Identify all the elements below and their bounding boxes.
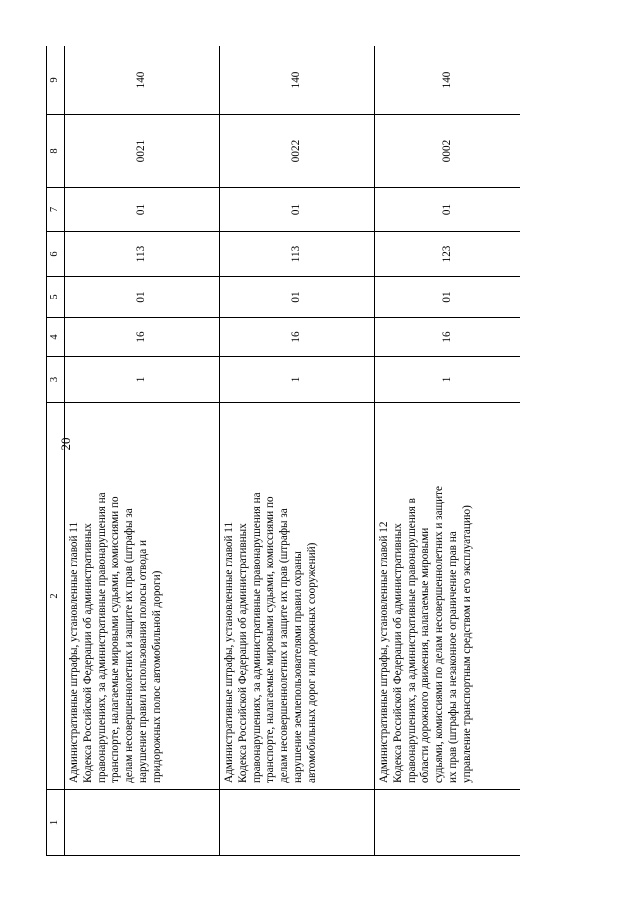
code-cell-col5: 01 [220, 277, 375, 318]
description-line: придорожных полос автомобильной дороги) [150, 570, 163, 783]
description-line: Административные штрафы, установленные главой 12 [378, 521, 390, 783]
code-cell-col8: 0021 [65, 115, 220, 188]
column-number: 9 [47, 46, 65, 115]
description-line: транспорте, налагаемые мировыми судьями, комиссиями по [109, 496, 122, 783]
column-number: 4 [47, 318, 65, 357]
description-line: Кодекса Российской Федерации об административных [81, 523, 94, 783]
description-cell [375, 403, 521, 790]
description-line: Кодекса Российской Федерации об административных [391, 523, 404, 783]
description-line: нарушение землепользователями правил охраны [291, 551, 304, 783]
code-cell-col9: 140 [220, 46, 375, 115]
description-line: правонарушениях, за административные правонарушения в [405, 498, 418, 783]
row-number-cell [375, 790, 521, 856]
description-line: делам несовершеннолетних и защите их прав (штрафы за [123, 508, 136, 783]
description-line: правонарушениях, за административные правонарушения на [250, 492, 263, 783]
column-number-row [47, 46, 65, 856]
code-cell-col3: 1 [220, 357, 375, 403]
description-line: судьями, комиссиями по делам несовершеннолетних и защите [433, 485, 446, 783]
code-cell-col6: 113 [220, 232, 375, 277]
code-cell-col3: 1 [375, 357, 521, 403]
table-body [47, 46, 521, 856]
code-cell-col9: 140 [65, 46, 220, 115]
code-cell-col7: 01 [220, 188, 375, 232]
table-row [65, 46, 220, 856]
description-line: правонарушениях, за административные правонарушения на [95, 492, 108, 783]
code-cell-col5: 01 [375, 277, 521, 318]
code-cell-col6: 123 [375, 232, 521, 277]
description-line: Кодекса Российской Федерации об административных [236, 523, 249, 783]
column-number: 3 [47, 357, 65, 403]
code-cell-col5: 01 [65, 277, 220, 318]
column-number: 2 [47, 403, 65, 790]
column-number: 6 [47, 232, 65, 277]
column-number: 1 [47, 790, 65, 856]
code-cell-col7: 01 [65, 188, 220, 232]
description-line: области дорожного движения, налагаемые мировыми [419, 527, 432, 783]
rotated-table-container [46, 46, 520, 856]
column-number: 5 [47, 277, 65, 318]
description-line: Административные штрафы, установленные главой 11 [68, 521, 80, 783]
code-cell-col3: 1 [65, 357, 220, 403]
code-cell-col8: 0002 [375, 115, 521, 188]
table-row [375, 46, 521, 856]
description-line: нарушение правил использования полосы отвода и [136, 540, 149, 783]
description-cell [220, 403, 375, 790]
code-cell-col6: 113 [65, 232, 220, 277]
table-row [220, 46, 375, 856]
code-cell-col4: 16 [220, 318, 375, 357]
classification-table [46, 46, 520, 856]
description-cell [65, 403, 220, 790]
code-cell-col4: 16 [65, 318, 220, 357]
code-cell-col7: 01 [375, 188, 521, 232]
description-line: делам несовершеннолетних и защите их прав (штрафы за [278, 508, 291, 783]
table-frame [46, 46, 520, 856]
page-number: 20 [58, 437, 73, 451]
description-line: их прав (штрафы за незаконное ограничение прав на [446, 531, 459, 783]
column-number: 7 [47, 188, 65, 232]
row-number-cell [220, 790, 375, 856]
row-number-cell [65, 790, 220, 856]
description-line: Административные штрафы, установленные главой 11 [223, 521, 235, 783]
description-line: управление транспортным средством и его эксплуатацию) [460, 505, 473, 783]
code-cell-col8: 0022 [220, 115, 375, 188]
column-number: 8 [47, 115, 65, 188]
description-line: транспорте, налагаемые мировыми судьями, комиссиями по [264, 496, 277, 783]
description-line: автомобильных дорог или дорожных сооружений) [305, 542, 318, 783]
code-cell-col4: 16 [375, 318, 521, 357]
code-cell-col9: 140 [375, 46, 521, 115]
